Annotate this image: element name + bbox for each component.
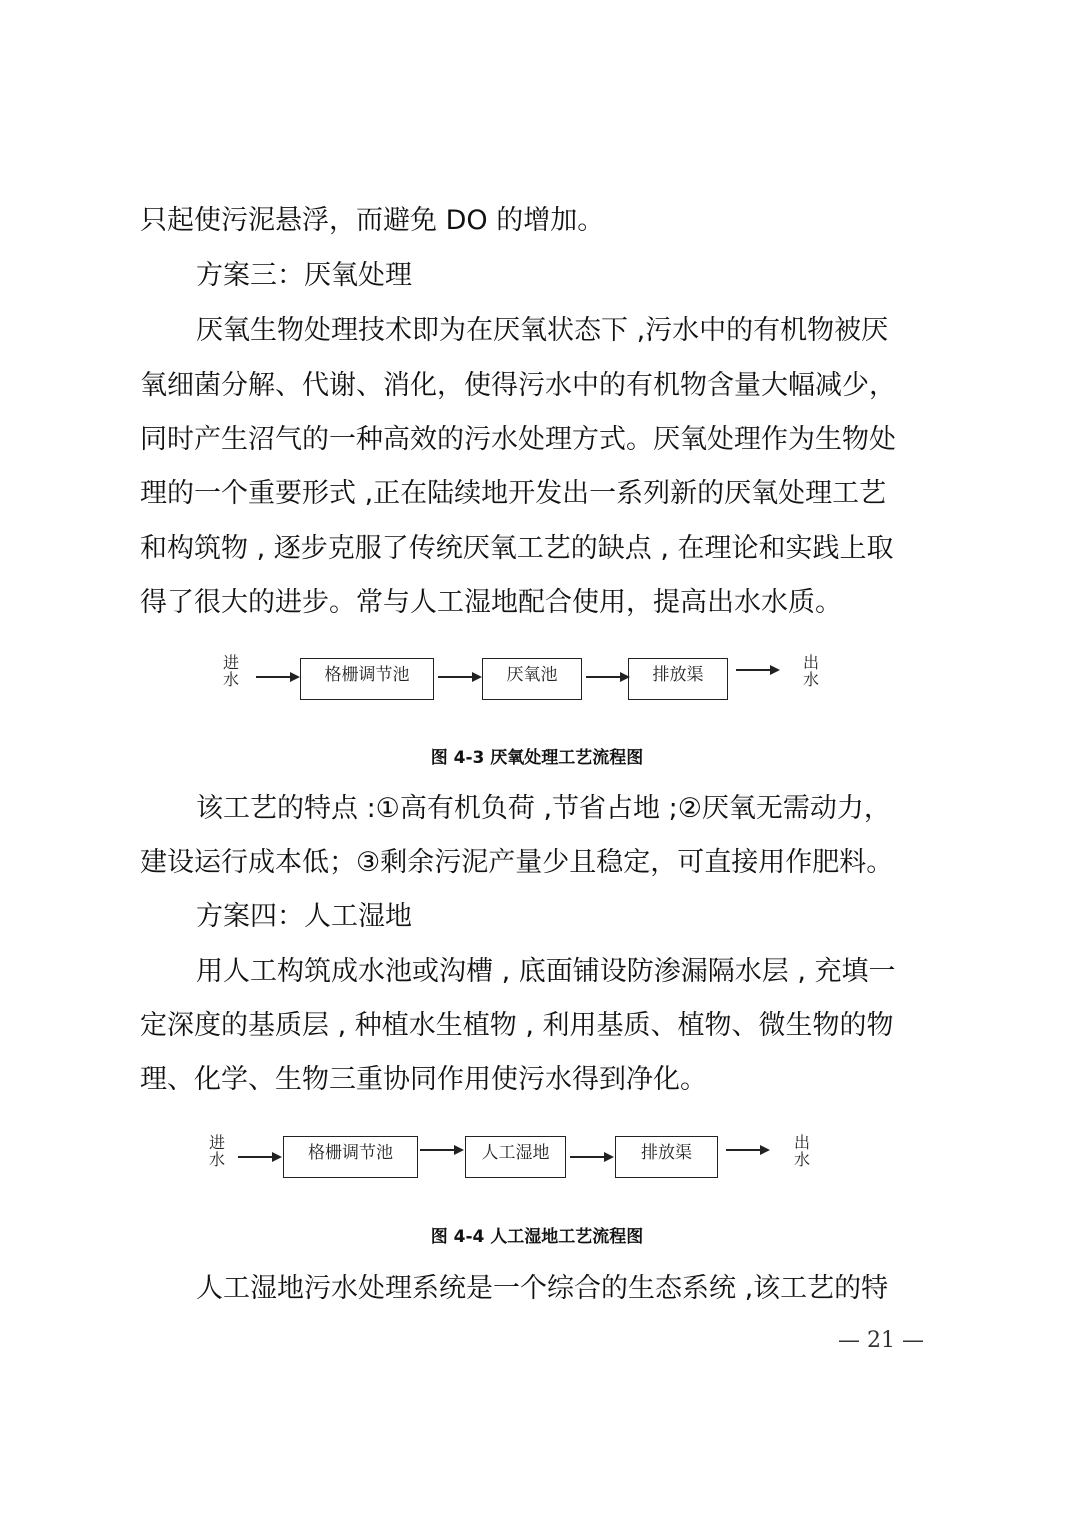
paragraph-line: 只起使污泥悬浮，而避免 DO 的增加。 (140, 205, 605, 236)
arrow-icon (438, 670, 482, 684)
arrow-icon (726, 1143, 770, 1157)
arrow-icon (238, 1150, 282, 1164)
paragraph-line: 厌氧生物处理技术即为在厌氧状态下 ,污水中的有机物被厌 (196, 315, 889, 346)
arrow-icon (586, 670, 630, 684)
outlet-label: 出 水 (802, 653, 819, 689)
inlet-label: 进 水 (222, 653, 239, 689)
flow-box-discharge-channel: 排放渠 (628, 658, 728, 700)
flow-diagram-wetland (0, 1130, 1074, 1190)
outlet-label: 出 水 (793, 1133, 810, 1169)
figure-caption: 图 4-3 厌氧处理工艺流程图 (430, 748, 644, 768)
flow-diagram-anaerobic (0, 650, 1074, 710)
arrow-icon (420, 1143, 464, 1157)
paragraph-line: 同时产生沼气的一种高效的污水处理方式。厌氧处理作为生物处 (140, 424, 896, 455)
flow-box-discharge-channel: 排放渠 (615, 1136, 718, 1178)
flow-box-screen-tank: 格栅调节池 (283, 1136, 418, 1178)
flow-box-constructed-wetland: 人工湿地 (465, 1136, 566, 1178)
page-number: — 21 — (838, 1328, 924, 1353)
flow-box-anaerobic-tank: 厌氧池 (482, 658, 582, 700)
paragraph-line: 用人工构筑成水池或沟槽 , 底面铺设防渗漏隔水层 , 充填一 (196, 956, 896, 987)
paragraph-line: 氧细菌分解、代谢、消化，使得污水中的有机物含量大幅减少， (140, 370, 896, 401)
section-heading-scheme-3: 方案三：厌氧处理 (196, 260, 412, 291)
arrow-icon (570, 1150, 614, 1164)
paragraph-line: 人工湿地污水处理系统是一个综合的生态系统 ,该工艺的特 (196, 1273, 889, 1304)
paragraph-line: 和构筑物 , 逐步克服了传统厌氧工艺的缺点 , 在理论和实践上取 (140, 533, 894, 564)
flow-box-screen-tank: 格栅调节池 (300, 658, 434, 700)
section-heading-scheme-4: 方案四：人工湿地 (196, 901, 412, 932)
arrow-icon (736, 663, 780, 677)
paragraph-line: 定深度的基质层 , 种植水生植物 , 利用基质、植物、微生物的物 (140, 1010, 894, 1041)
paragraph-line: 理的一个重要形式 ,正在陆续地开发出一系列新的厌氧处理工艺 (140, 478, 887, 509)
figure-caption: 图 4-4 人工湿地工艺流程图 (430, 1227, 644, 1247)
paragraph-line: 建设运行成本低；③剩余污泥产量少且稳定，可直接用作肥料。 (140, 847, 894, 878)
arrow-icon (256, 670, 300, 684)
paragraph-line: 该工艺的特点 :①高有机负荷 ,节省占地 ;②厌氧无需动力， (196, 793, 891, 824)
paragraph-line: 理、化学、生物三重协同作用使污水得到净化。 (140, 1064, 707, 1095)
inlet-label: 进 水 (208, 1133, 225, 1169)
paragraph-line: 得了很大的进步。常与人工湿地配合使用，提高出水水质。 (140, 587, 842, 618)
